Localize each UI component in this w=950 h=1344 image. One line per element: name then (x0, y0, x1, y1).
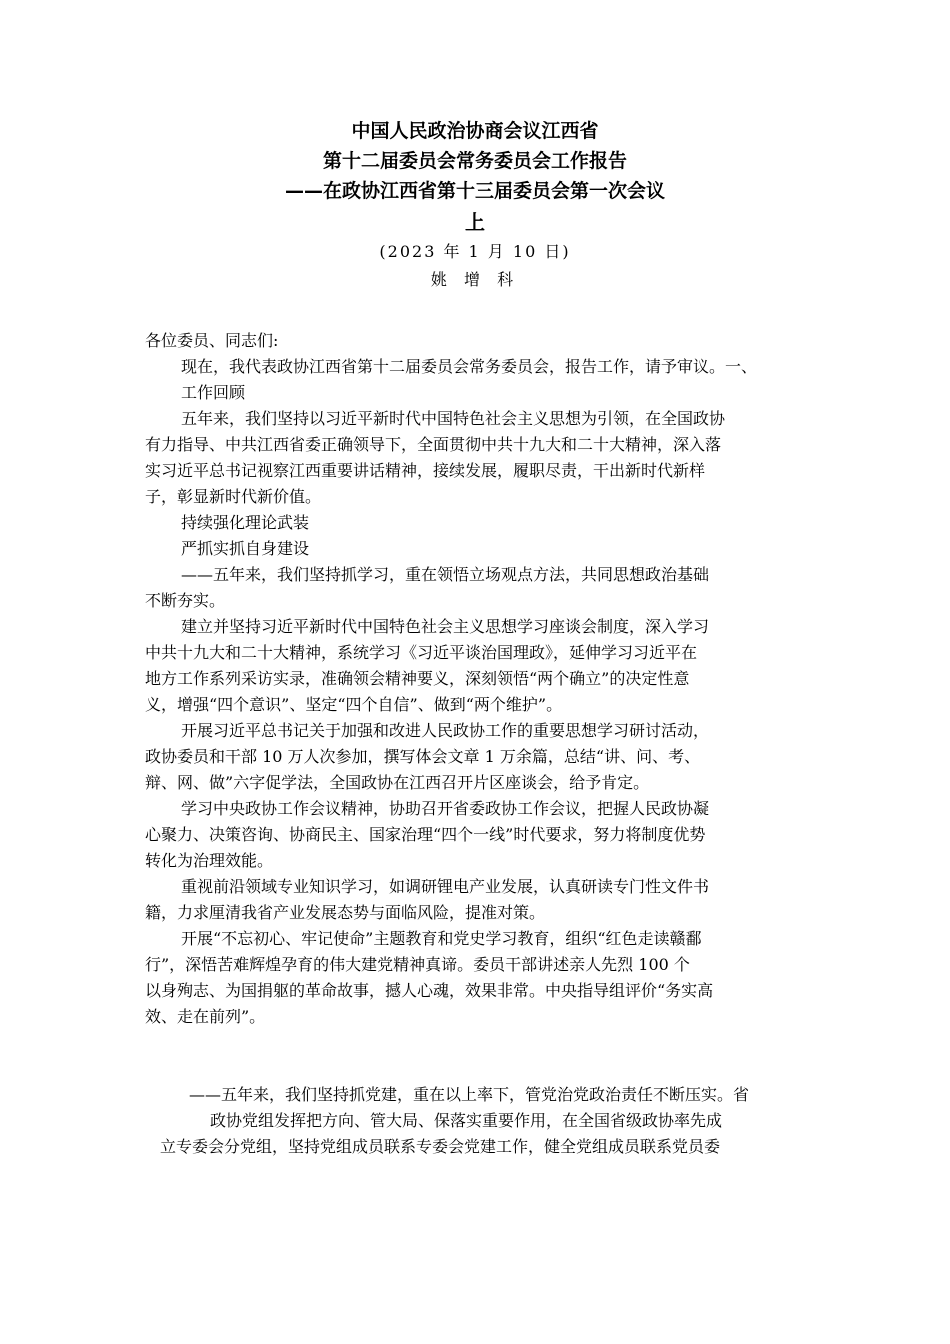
report-date: (2023 年 1 月 10 日) (379, 242, 571, 261)
paragraph-line: 工作回顾 (181, 383, 246, 402)
paragraph-4 (145, 614, 811, 640)
section-heading-2 (145, 536, 811, 562)
paragraph-line: ——五年来，我们坚持抓学习，重在领悟立场观点方法，共同思想政治基础 (181, 565, 710, 584)
section-heading-text: 持续强化理论武装 (181, 513, 310, 532)
paragraph-6 (145, 796, 811, 822)
paragraph-7 (145, 874, 811, 900)
paragraph-line: 转化为治理效能。 (145, 851, 274, 870)
paragraph-line: 立专委会分党组，坚持党组成员联系专委会党建工作，健全党组成员联系党员委 (160, 1137, 721, 1156)
paragraph-7-cont (145, 900, 811, 926)
paragraph-2-cont (145, 432, 811, 510)
paragraph-line: 开展习近平总书记关于加强和改进人民政协工作的重要思想学习研讨活动， (181, 721, 710, 740)
paragraph-9 (0, 1082, 950, 1160)
paragraph-line: 学习中央政协工作会议精神，协助召开省委政协工作会议，把握人民政协凝 (181, 799, 710, 818)
paragraph-line: 效、走在前列”。 (145, 1007, 266, 1026)
paragraph-line: 开展“不忘初心、牢记使命”主题教育和党史学习教育，组织“红色走读赣鄱 (181, 929, 702, 948)
paragraph-line: 不断夯实。 (145, 591, 226, 610)
paragraph-8-cont (145, 952, 811, 1030)
paragraph-line: ——五年来，我们坚持抓党建，重在以上率下，管党治党政治责任不断压实。省 (189, 1085, 750, 1104)
paragraph-line: 政协党组发挥把方向、管大局、保落实重要作用，在全国省级政协率先成 (210, 1111, 723, 1130)
paragraph-line: 地方工作系列采访实录，准确领会精神要义，深刻领悟“两个确立”的决定性意 (145, 669, 690, 688)
title-line-1: 中国人民政治协商会议江西省 (351, 120, 599, 142)
paragraph-line: 有力指导、中共江西省委正确领导下，全面贯彻中共十九大和二十大精神，深入落 (145, 435, 722, 454)
paragraph-2 (145, 406, 811, 432)
paragraph-5-cont (145, 744, 811, 796)
paragraph-1 (145, 354, 811, 380)
author-name: 姚 增 科 (430, 270, 520, 289)
paragraph-5 (145, 718, 811, 744)
paragraph-line: 心聚力、决策咨询、协商民主、国家治理“四个一线”时代要求，努力将制度优势 (145, 825, 706, 844)
paragraph-6-cont (145, 822, 811, 874)
paragraph-line: 现在，我代表政协江西省第十二届委员会常务委员会，报告工作，请予审议。一、 (181, 357, 758, 376)
paragraph-line: 辩、网、做”六字促学法，全国政协在江西召开片区座谈会，给予肯定。 (145, 773, 650, 792)
title-line-4: 上 (465, 210, 485, 234)
title-block (0, 116, 950, 294)
paragraph-line: 以身殉志、为国捐躯的革命故事，撼人心魂，效果非常。中央指导组评价“务实高 (145, 981, 714, 1000)
salutation (145, 328, 811, 354)
paragraph-line: 政协委员和干部 10 万人次参加，撰写体会文章 1 万余篇，总结“讲、问、考、 (145, 747, 701, 766)
paragraph-line: 五年来，我们坚持以习近平新时代中国特色社会主义思想为引领，在全国政协 (181, 409, 726, 428)
salutation-text: 各位委员、同志们: (145, 331, 279, 350)
paragraph-line: 子，彰显新时代新价值。 (145, 487, 322, 506)
paragraph-line: 实习近平总书记视察江西重要讲话精神，接续发展，履职尽责，干出新时代新样 (145, 461, 706, 480)
paragraph-3-cont (145, 588, 811, 614)
paragraph-line: 行”，深悟苦难辉煌孕育的伟大建党精神真谛。委员干部讲述亲人先烈 100 个 (145, 955, 690, 974)
paragraph-4-cont (145, 640, 811, 718)
report-body (145, 328, 811, 1030)
paragraph-3 (145, 562, 811, 588)
paragraph-line: 义，增强“四个意识”、坚定“四个自信”、做到“两个维护”。 (145, 695, 563, 714)
title-line-2: 第十二届委员会常务委员会工作报告 (322, 150, 627, 172)
paragraph-1-cont (145, 380, 811, 406)
paragraph-line: 籍，力求厘清我省产业发展态势与面临风险，提准对策。 (145, 903, 546, 922)
paragraph-line: 建立并坚持习近平新时代中国特色社会主义思想学习座谈会制度，深入学习 (181, 617, 710, 636)
paragraph-line: 重视前沿领域专业知识学习，如调研锂电产业发展，认真研读专门性文件书 (181, 877, 710, 896)
section-heading-1 (145, 510, 811, 536)
section-heading-text: 严抓实抓自身建设 (181, 539, 310, 558)
paragraph-line: 中共十九大和二十大精神，系统学习《习近平谈治国理政》，延伸学习习近平在 (145, 643, 698, 662)
title-line-3: ——在政协江西省第十三届委员会第一次会议 (284, 180, 665, 202)
paragraph-8 (145, 926, 811, 952)
